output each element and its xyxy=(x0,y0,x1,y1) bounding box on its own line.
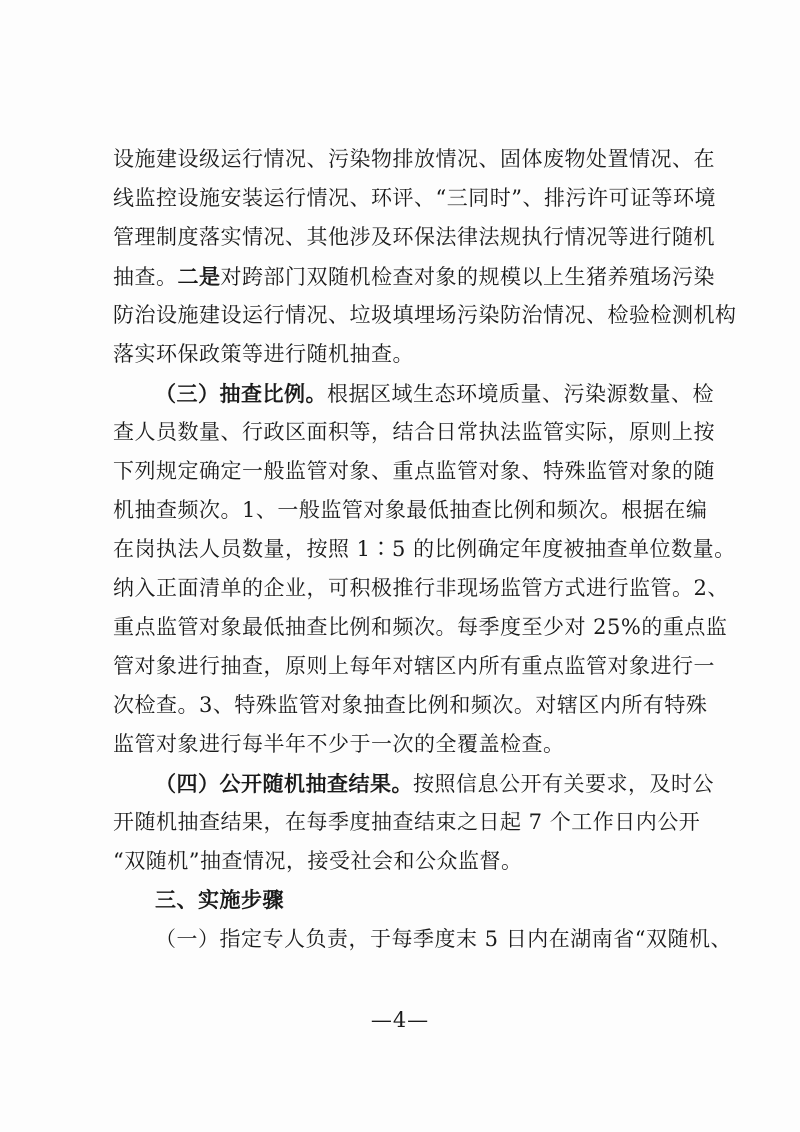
paragraph-line: 开随机抽查结果，在每季度抽查结束之日起 7 个工作日内公开 xyxy=(113,810,701,834)
paragraph-line: 线监控设施安装运行情况、环评、“三同时”、排污许可证等环境 xyxy=(113,186,716,210)
body-text xyxy=(113,140,737,959)
inline-text: 抽查。 xyxy=(113,265,178,289)
paragraph-line xyxy=(113,374,714,413)
paragraph-line: 管对象进行抽查，原则上每年对辖区内所有重点监管对象进行一 xyxy=(113,654,715,678)
paragraph-line: （一）指定专人负责，于每季度末 5 日内在湖南省“双随机、 xyxy=(155,927,732,951)
paragraph-line: 管理制度落实情况、其他涉及环保法律法规执行情况等进行随机 xyxy=(113,225,715,249)
paragraph-line: 监管对象进行每半年不少于一次的全覆盖检查。 xyxy=(113,732,565,756)
paragraph-line: “双随机”抽查情况，接受社会和公众监督。 xyxy=(113,849,523,873)
paragraph-line: 落实环保政策等进行随机抽查。 xyxy=(113,342,414,366)
paragraph-line: 下列规定确定一般监管对象、重点监管对象、特殊监管对象的随 xyxy=(113,459,715,483)
inline-text: 根据区域生态环境质量、污染源数量、检 xyxy=(327,382,714,406)
paragraph-line: 防治设施建设运行情况、垃圾填埋场污染防治情况、检验检测机构 xyxy=(113,303,737,327)
paragraph-line: 在岗执法人员数量，按照 1∶5 的比例确定年度被抽查单位数量。 xyxy=(113,537,736,561)
paragraph-line: 次检查。3、特殊监管对象抽查比例和频次。对辖区内所有特殊 xyxy=(113,693,708,717)
inline-text: 对跨部门双随机检查对象的规模以上生猪养殖场污染 xyxy=(220,265,715,289)
emphasis-text: 二是 xyxy=(177,264,221,289)
paragraph-line: 查人员数量、行政区面积等，结合日常执法监管实际，原则上按 xyxy=(113,420,715,444)
page-number: —4— xyxy=(370,1008,430,1032)
paragraph-line xyxy=(113,764,714,803)
paragraph-line: 纳入正面清单的企业，可积极推行非现场监管方式进行监管。2、 xyxy=(113,576,729,600)
subsection-title: （四）公开随机抽查结果。 xyxy=(155,771,413,796)
subsection-title: （三）抽查比例。 xyxy=(155,381,327,406)
paragraph-line: 设施建设级运行情况、污染物排放情况、固体废物处置情况、在 xyxy=(113,147,715,171)
paragraph-line xyxy=(113,257,715,296)
section-heading: 三、实施步骤 xyxy=(155,888,284,912)
paragraph-line: 重点监管对象最低抽查比例和频次。每季度至少对 25%的重点监 xyxy=(113,615,728,639)
inline-text: 按照信息公开有关要求，及时公 xyxy=(413,772,714,796)
paragraph-line: 机抽查频次。1、一般监管对象最低抽查比例和频次。根据在编 xyxy=(113,498,708,522)
